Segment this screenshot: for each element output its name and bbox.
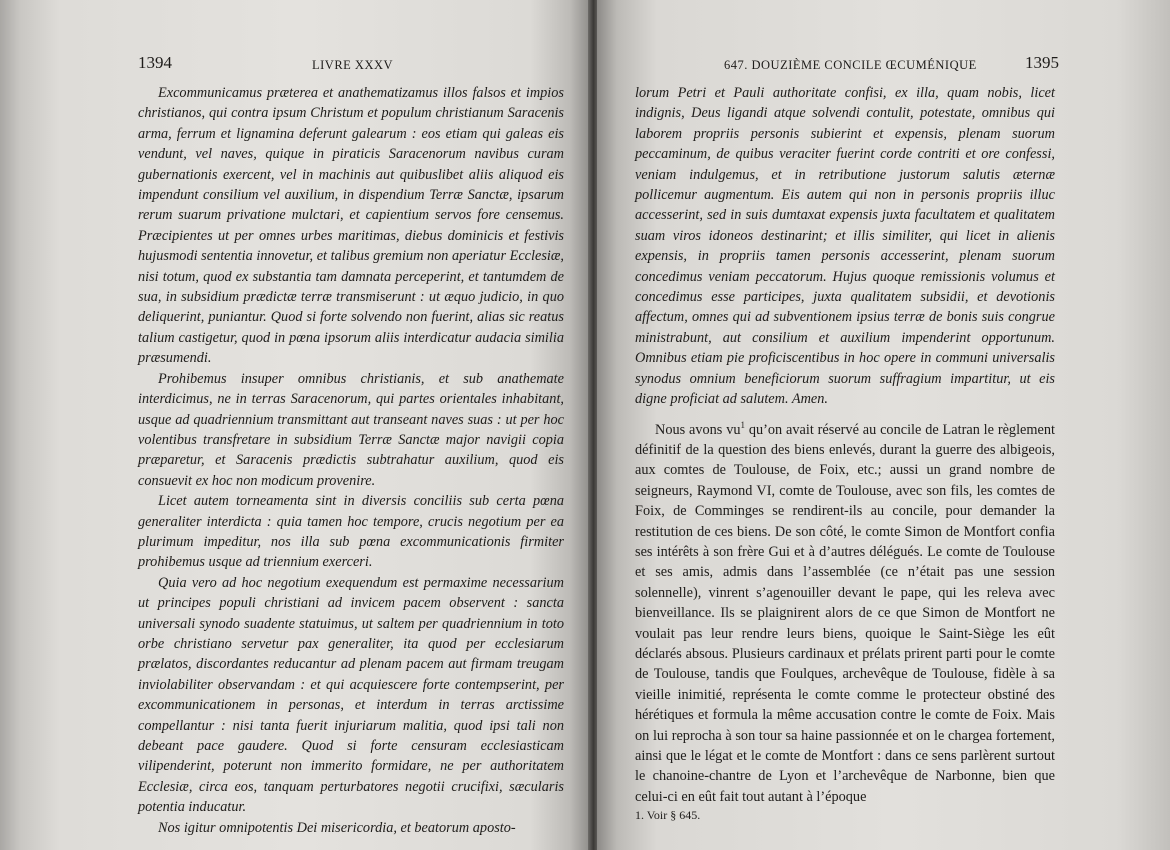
left-running-head: LIVRE XXXV xyxy=(312,58,394,72)
latin-paragraph: lorum Petri et Pauli authoritate confisi, ex illa, quam nobis, licet indignis, Deus ligandi atque solvendi contulit, potestate, omnibus qui laborem propriis personis subierint et expensis, plenam suorum peccaminum, de quibus veraciter fuerint corde contriti et ore confessi, veniam indulgemus, et in retributione justorum salutis æternæ pollicemur augmentum. Eis autem qui non in personis propriis illuc accesserint, sed in suis dumtaxat expensis juxta facultatem et qualitatem suam viros idoneos destinarint; et illis similiter, qui licet in alienis expensis, in propriis tamen personis accesserint, plenam suorum concedimus veniam peccatorum. Hujus quoque remissionis volumus et concedimus esse participes, juxta qualitatem subsidii, et devotionis affectum, omnes qui ad subventionem ipsius terræ de bonis suis congrue ministrabunt, aut consilium et auxilium impenderint opportunum. Omnibus etiam pie proficiscentibus in hoc opere in communi universalis synodus omnium beneficiorum suorum suffragium impartitur, ut eis digne proficiat ad salutem. Amen. xyxy=(635,85,1055,408)
footnote: 1. Voir § 645. xyxy=(635,808,701,822)
french-paragraph xyxy=(635,420,1055,808)
latin-paragraph: Prohibemus insuper omnibus christianis, et sub anathemate interdicimus, ne in terras Saracenorum, qui partes orientales inhabitant, usque ad quadriennium transmittant aut transeant naves suas : ut per hoc volentibus transfretare in subsidium Terræ Sanctæ major navigii copia præparetur, et Saracenis prædictis subtrahatur auxilium, quod eis consuevit ex hoc non modicum provenire. xyxy=(138,370,564,489)
latin-paragraph: Nos igitur omnipotentis Dei misericordia, et beatorum aposto- xyxy=(158,819,516,836)
right-page-body xyxy=(635,83,1055,807)
footnote-reference: 1 xyxy=(740,419,746,430)
right-page-number: 1395 xyxy=(1025,53,1059,72)
latin-paragraph: Excommunicamus præterea et anathematizamus illos falsos et impios christianos, qui contra ipsum Christum et populum christianum Saracenis arma, ferrum et lignamina deferunt galearum : eos etiam qui galeas eis vendunt, vel naves, quique in piraticis Saracenorum navibus curam gubernationis exercent, vel in machinis aut quibuslibet aliis aliquod eis impendunt consilium vel auxilium, in dispendium Terræ Sanctæ, ipsarum rerum suarum privatione mulctari, et capientium servos fore censemus. Præcipientes ut per omnes urbes maritimas, diebus dominicis et festivis hujusmodi sententia innovetur, et talibus gremium non aperiatur Ecclesiæ, nisi totum, quod ex substantia tam damnata perceperint, et tantumdem de sua, in subsidium prædictæ terræ transmiserunt : ut æquo judicio, in quo deliquerint, puniantur. Quod si forte solvendo non fuerint, alias sic reatus talium castigetur, quod in pœna ipsorum aliis interdicatur audacia similia præsumendi. xyxy=(138,85,564,367)
right-running-head: 647. DOUZIÈME CONCILE ŒCUMÉNIQUE xyxy=(724,58,977,72)
french-text-rest: qu’on avait réservé au concile de Latran le règlement définitif de la question des biens enlevés, durant la guerre des albigeois, aux comtes de Toulouse, de Foix, etc.; aussi un grand nombre de seigneurs, Raymond VI, comte de Toulouse, avec son fils, les comtes de Foix, de Comminges se rendirent-ils au concile, pour demander la restitution de ces biens. De son côté, le comte Simon de Montfort confia ses intérêts à son frère Gui et à d’autres délégués. Le comte de Toulouse et ses amis, admis dans l’assemblée (ce n’était pas une session solennelle), vinrent s’agenouiller devant le pape, qui les releva avec bienveillance. Ils se plaignirent alors de ce que Simon de Montfort ne voulait pas leur rendre leurs biens, quoique le Saint-Siège les eût déclarés absous. Plusieurs cardinaux et prélats prirent parti pour le comte de Toulouse, tandis que Foulques, archevêque de Toulouse, fidèle à sa vieille inimitié, représenta le comte comme le protecteur obstiné des hérétiques et formula la même accusation contre le comte de Foix. Mais on lui reprocha à son tour sa haine passionnée et on le chargea fortement, ainsi que le légat et le comte de Montfort : dans ce sens parlèrent surtout le chanoine-chantre de Lyon et l’archevêque de Narbonne, bien que celui-ci en eût fait tout autant à l’époque xyxy=(635,421,1055,805)
french-text-start: Nous avons vu xyxy=(655,421,741,438)
left-page-body xyxy=(138,83,564,838)
latin-paragraph: Quia vero ad hoc negotium exequendum est permaxime necessarium ut principes populi christiani ad invicem pacem observent : sancta universali synodo suadente statuimus, ut saltem per quadriennium in toto orbe christiano servetur pax generaliter, ita quod per ecclesiarum prælatos, discordantes reducantur ad plenam pacem aut firmam treugam inviolabiliter observandam : et qui acquiescere forte contempserint, per excommunicationem in personas, et interdum in terras arctissime compellantur : nisi tanta fuerit injuriarum malitia, quod ipsi tali non debeant pace gaudere. Quod si forte censuram ecclesiasticam vilipenderint, poterunt non immerito formidare, ne per authoritatem Ecclesiæ, circa eos, tanquam perturbatores negotii crucifixi, sæcularis potentia inducatur. xyxy=(138,574,564,816)
right-page xyxy=(597,0,1170,850)
left-page-number: 1394 xyxy=(138,53,172,72)
latin-paragraph: Licet autem torneamenta sint in diversis conciliis sub certa pœna generaliter interdicta : quia tamen hoc tempore, crucis negotium per ea plurimum impeditur, nos illa sub pœna excommunicationis firmiter prohibemus usque ad triennium exerceri. xyxy=(138,493,564,571)
